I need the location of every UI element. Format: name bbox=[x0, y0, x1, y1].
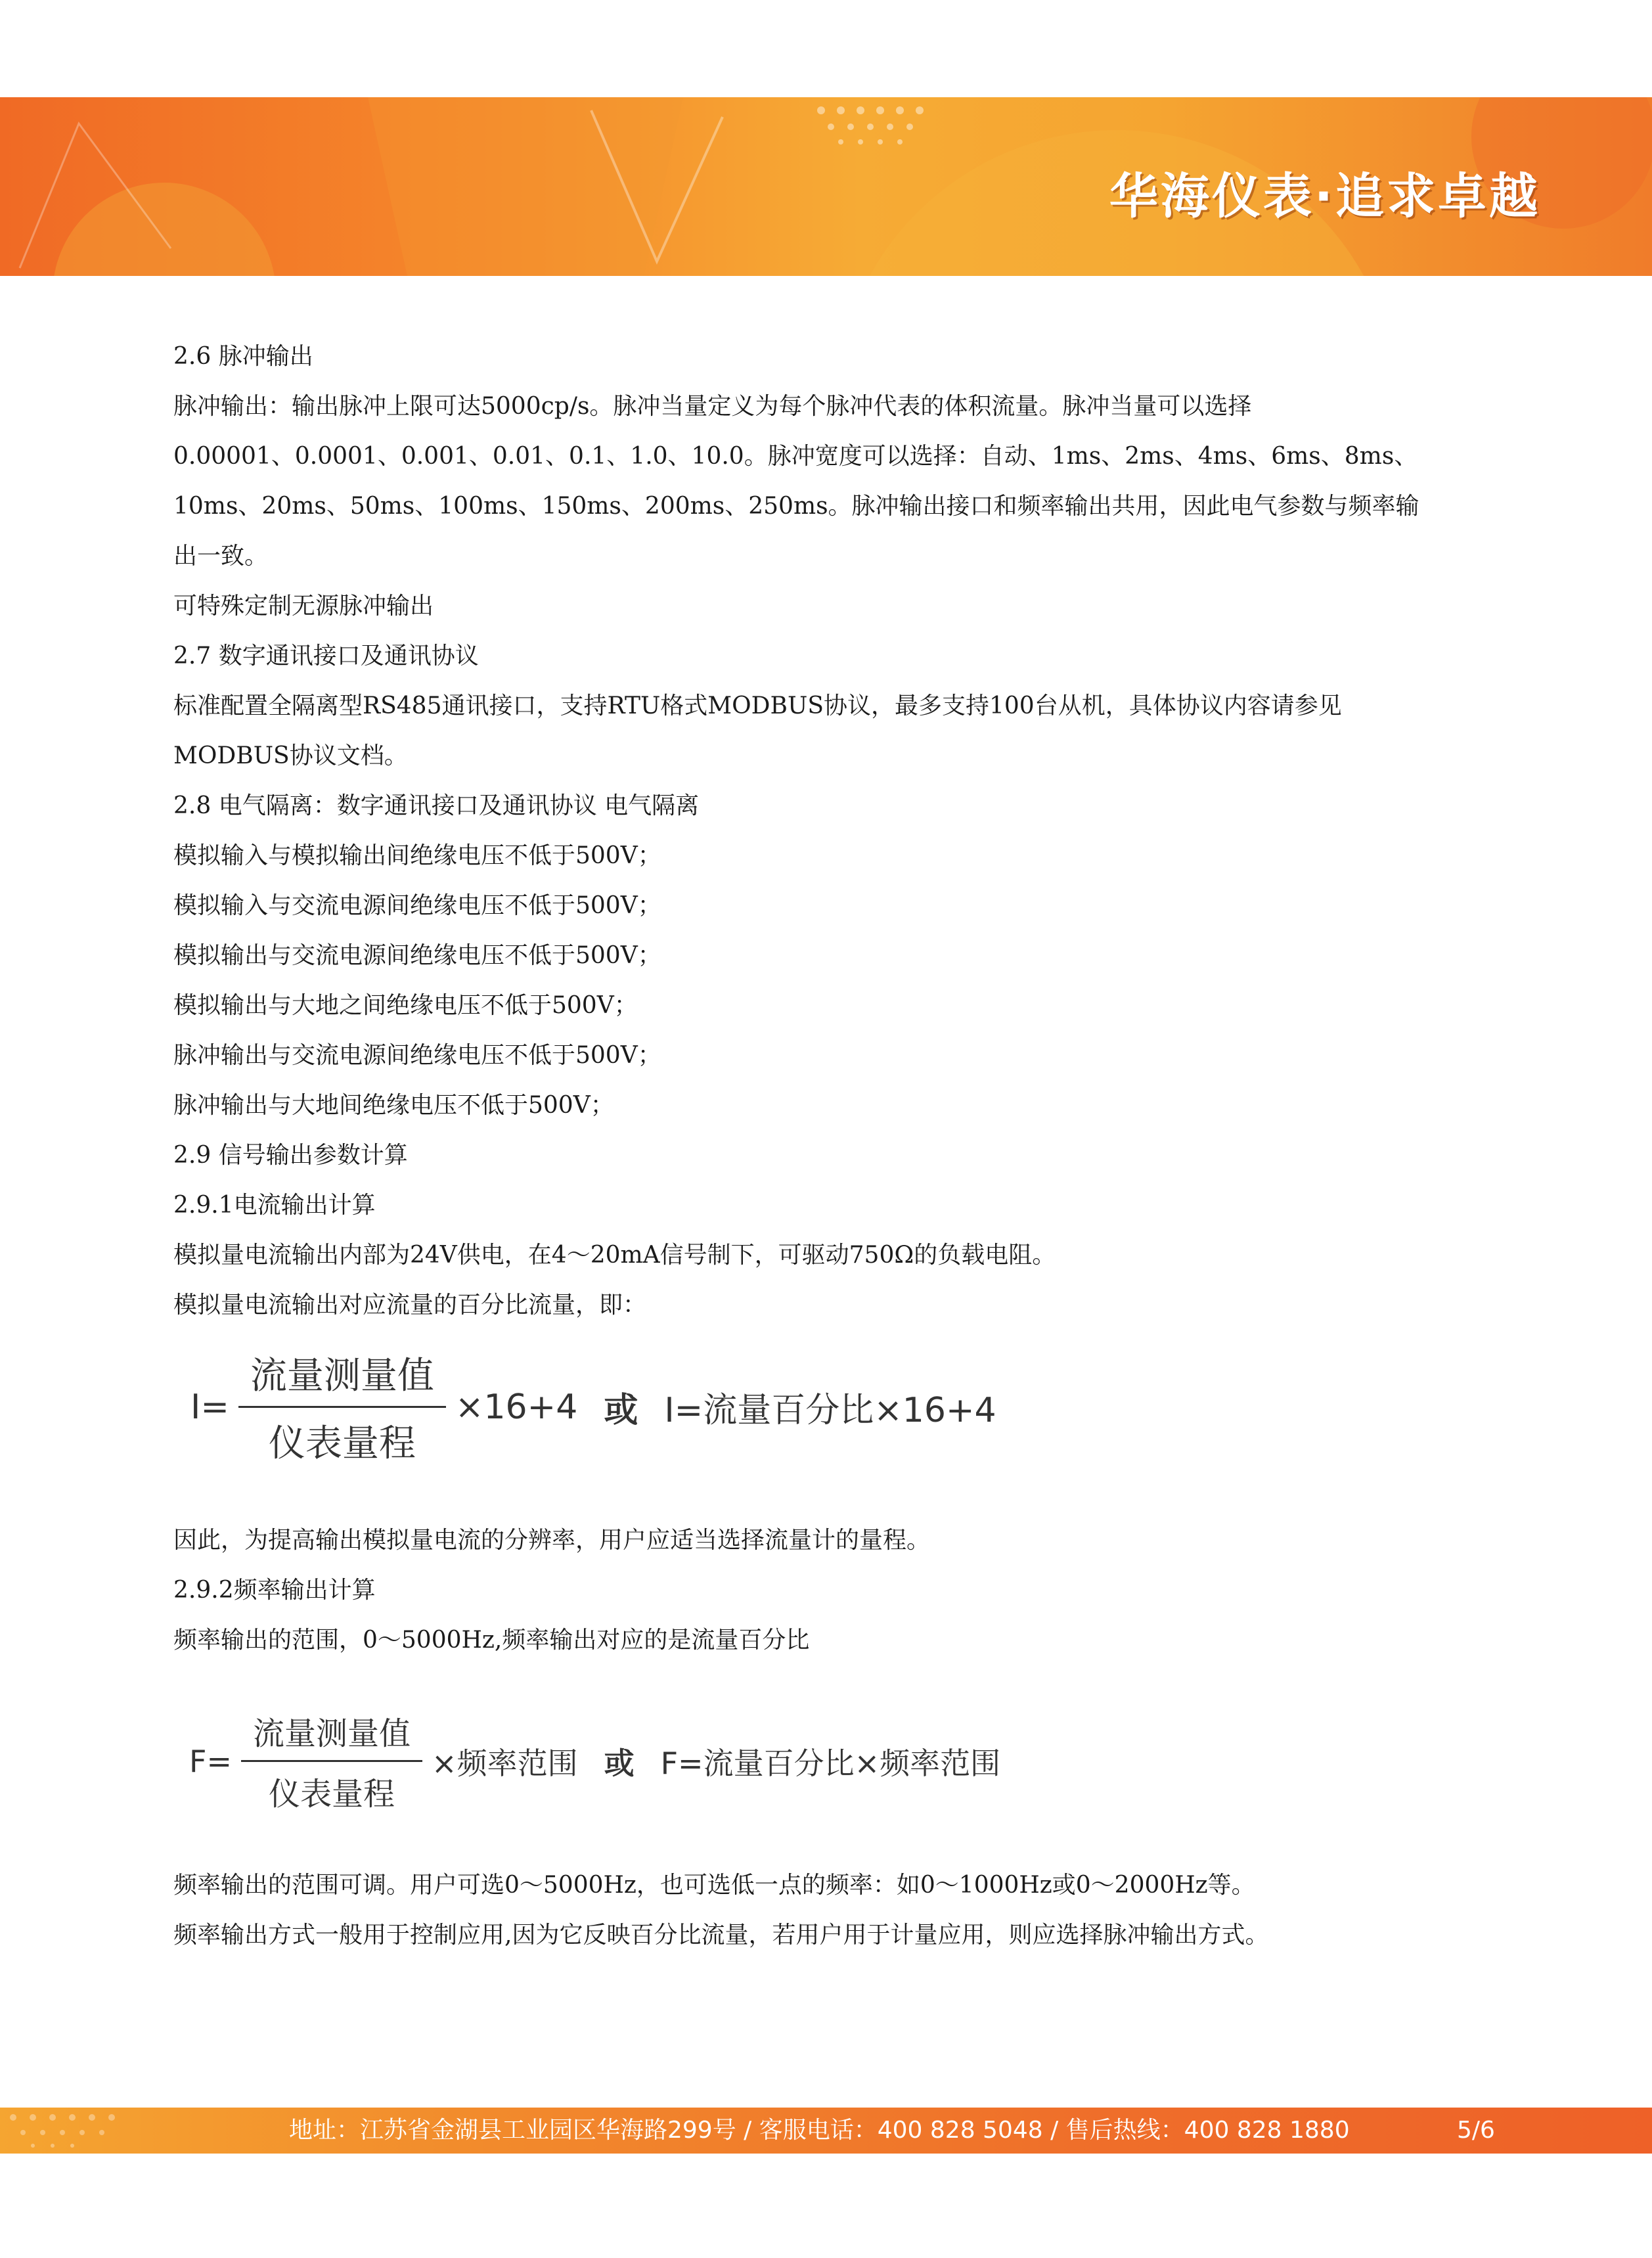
paragraph-line: 因此，为提高输出模拟量电流的分辨率，用户应适当选择流量计的量程。 bbox=[173, 1527, 931, 1554]
formula-tail: ×频率范围 bbox=[432, 1745, 578, 1781]
paragraph-line: 模拟输出与交流电源间绝缘电压不低于500V； bbox=[173, 942, 661, 969]
paragraph-line: 模拟输入与模拟输出间绝缘电压不低于500V； bbox=[173, 842, 661, 869]
formula-or: 或 bbox=[604, 1391, 638, 1430]
section-heading: 2.8 电气隔离：数字通讯接口及通讯协议 电气隔离 bbox=[173, 792, 700, 819]
formula-or: 或 bbox=[604, 1745, 635, 1781]
paragraph-line: 频率输出的范围，0～5000Hz,频率输出对应的是流量百分比 bbox=[173, 1627, 810, 1654]
document-body-continued bbox=[173, 1516, 1487, 1665]
brand-slogan: 华海仪表·追求卓越 bbox=[1109, 168, 1540, 225]
paragraph-line: 出一致。 bbox=[173, 543, 269, 570]
formula-fraction bbox=[241, 1708, 422, 1814]
document-body-final bbox=[173, 1861, 1487, 1960]
paragraph-line: 模拟量电流输出内部为24V供电，在4～20mA信号制下，可驱动750Ω的负载电阻。 bbox=[173, 1242, 1056, 1269]
paragraph-line: MODBUS协议文档。 bbox=[173, 742, 408, 769]
footer-contact: 地址：江苏省金湖县工业园区华海路299号 / 客服电话：400 828 5048 / 售后热线：400 828 1880 bbox=[289, 2117, 1350, 2144]
footer-bar bbox=[0, 2108, 1652, 2154]
frequency-formula bbox=[189, 1708, 1000, 1814]
paragraph-line: 标准配置全隔离型RS485通讯接口，支持RTU格式MODBUS协议，最多支持100台从机，具体协议内容请参见 bbox=[173, 692, 1342, 719]
formula-lhs: I= bbox=[190, 1387, 229, 1427]
paragraph-line: 脉冲输出与交流电源间绝缘电压不低于500V； bbox=[173, 1042, 661, 1069]
footer-decoration bbox=[0, 2108, 276, 2154]
formula-numerator: 流量测量值 bbox=[253, 1715, 411, 1752]
formula-alt: F=流量百分比×频率范围 bbox=[660, 1745, 1001, 1781]
paragraph-line: 脉冲输出：输出脉冲上限可达5000cp/s。脉冲当量定义为每个脉冲代表的体积流量。脉冲当量可以选择 bbox=[173, 393, 1252, 420]
paragraph-line: 0.00001、0.0001、0.001、0.01、0.1、1.0、10.0。脉冲宽度可以选择：自动、1ms、2ms、4ms、6ms、8ms、 bbox=[173, 443, 1418, 470]
paragraph-line: 频率输出方式一般用于控制应用,因为它反映百分比流量，若用户用于计量应用，则应选择脉冲输出方式。 bbox=[173, 1922, 1269, 1949]
formula-tail: ×16+4 bbox=[455, 1387, 578, 1427]
current-formula bbox=[190, 1347, 996, 1467]
formula-denominator: 仪表量程 bbox=[268, 1422, 416, 1465]
section-heading: 2.6 脉冲输出 bbox=[173, 343, 313, 370]
subsection-heading: 2.9.1电流输出计算 bbox=[173, 1192, 376, 1219]
paragraph-line: 模拟输入与交流电源间绝缘电压不低于500V； bbox=[173, 892, 661, 919]
formula-fraction bbox=[238, 1347, 446, 1467]
section-heading: 2.7 数字通讯接口及通讯协议 bbox=[173, 643, 479, 669]
paragraph-line: 脉冲输出与大地间绝缘电压不低于500V； bbox=[173, 1092, 614, 1119]
formula-denominator: 仪表量程 bbox=[269, 1776, 395, 1813]
paragraph-line: 模拟量电流输出对应流量的百分比流量，即： bbox=[173, 1292, 647, 1319]
formula-numerator: 流量测量值 bbox=[250, 1355, 434, 1397]
formula-lhs: F= bbox=[189, 1743, 233, 1779]
subsection-heading: 2.9.2频率输出计算 bbox=[173, 1577, 376, 1604]
paragraph-line: 频率输出的范围可调。用户可选0～5000Hz，也可选低一点的频率：如0～1000Hz或0～2000Hz等。 bbox=[173, 1872, 1255, 1899]
paragraph-line: 10ms、20ms、50ms、100ms、150ms、200ms、250ms。脉冲输出接口和频率输出共用，因此电气参数与频率输 bbox=[173, 493, 1419, 520]
paragraph-line: 可特殊定制无源脉冲输出 bbox=[173, 593, 434, 620]
paragraph-line: 模拟输出与大地之间绝缘电压不低于500V； bbox=[173, 992, 638, 1019]
formula-alt: I=流量百分比×16+4 bbox=[664, 1391, 996, 1430]
page-number: 5/6 bbox=[1457, 2117, 1495, 2144]
header-banner bbox=[0, 97, 1652, 276]
section-heading: 2.9 信号输出参数计算 bbox=[173, 1142, 408, 1169]
document-body bbox=[173, 332, 1487, 1330]
